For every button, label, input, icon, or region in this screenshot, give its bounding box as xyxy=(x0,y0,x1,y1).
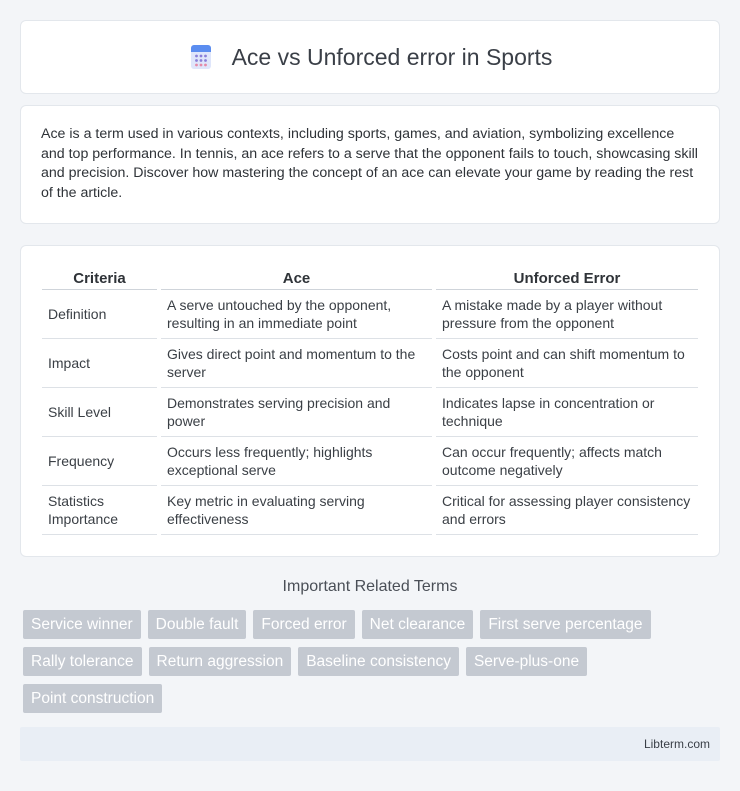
table-cell: Occurs less frequently; highlights exceptional serve xyxy=(161,437,432,486)
column-header-unforced-error: Unforced Error xyxy=(436,266,698,290)
tag-serve-plus-one[interactable]: Serve-plus-one xyxy=(466,647,587,676)
table-cell: Skill Level xyxy=(42,388,157,437)
related-terms-title: Important Related Terms xyxy=(282,578,458,595)
table-row xyxy=(42,486,698,535)
intro-card xyxy=(20,105,720,224)
related-terms-list xyxy=(23,610,723,713)
tag-double-fault[interactable]: Double fault xyxy=(148,610,247,639)
tag-baseline-consistency[interactable]: Baseline consistency xyxy=(298,647,459,676)
table-cell: A serve untouched by the opponent, resulting in an immediate point xyxy=(161,290,432,339)
table-cell: Statistics Importance xyxy=(42,486,157,535)
tag-forced-error[interactable]: Forced error xyxy=(253,610,354,639)
table-cell: Costs point and can shift momentum to the opponent xyxy=(436,339,698,388)
header-card xyxy=(20,20,720,94)
table-cell: Indicates lapse in concentration or technique xyxy=(436,388,698,437)
table-cell: A mistake made by a player without pressure from the opponent xyxy=(436,290,698,339)
table-cell: Critical for assessing player consistency and errors xyxy=(436,486,698,535)
column-header-criteria: Criteria xyxy=(42,266,157,290)
table-cell: Frequency xyxy=(42,437,157,486)
table-row xyxy=(42,290,698,339)
footer-site-link[interactable]: Libterm.com xyxy=(643,737,710,751)
table-cell: Impact xyxy=(42,339,157,388)
tag-point-construction[interactable]: Point construction xyxy=(23,684,162,713)
tag-service-winner[interactable]: Service winner xyxy=(23,610,141,639)
table-cell: Key metric in evaluating serving effectiveness xyxy=(161,486,432,535)
footer xyxy=(20,727,720,761)
intro-text: Ace is a term used in various contexts, including sports, games, and aviation, symbolizing excellence and top performance. In tennis, an ace refers to a serve that the opponent fails to touch, showcasing skill and precision. Discover how mastering the concept of an ace can elevate your game by reading the rest of the article. xyxy=(41,126,698,201)
table-row xyxy=(42,339,698,388)
column-header-ace: Ace xyxy=(161,266,432,290)
tag-rally-tolerance[interactable]: Rally tolerance xyxy=(23,647,142,676)
calculator-icon xyxy=(188,44,214,70)
comparison-table xyxy=(38,266,702,535)
table-cell: Can occur frequently; affects match outcome negatively xyxy=(436,437,698,486)
table-cell: Gives direct point and momentum to the server xyxy=(161,339,432,388)
table-cell: Demonstrates serving precision and power xyxy=(161,388,432,437)
tag-return-aggression[interactable]: Return aggression xyxy=(149,647,292,676)
comparison-card xyxy=(20,245,720,557)
table-row xyxy=(42,388,698,437)
table-cell: Definition xyxy=(42,290,157,339)
header xyxy=(188,44,553,71)
table-header-row xyxy=(42,266,698,290)
tag-first-serve-percentage[interactable]: First serve percentage xyxy=(480,610,650,639)
tag-net-clearance[interactable]: Net clearance xyxy=(362,610,474,639)
table-row xyxy=(42,437,698,486)
page-title: Ace vs Unforced error in Sports xyxy=(231,43,553,70)
